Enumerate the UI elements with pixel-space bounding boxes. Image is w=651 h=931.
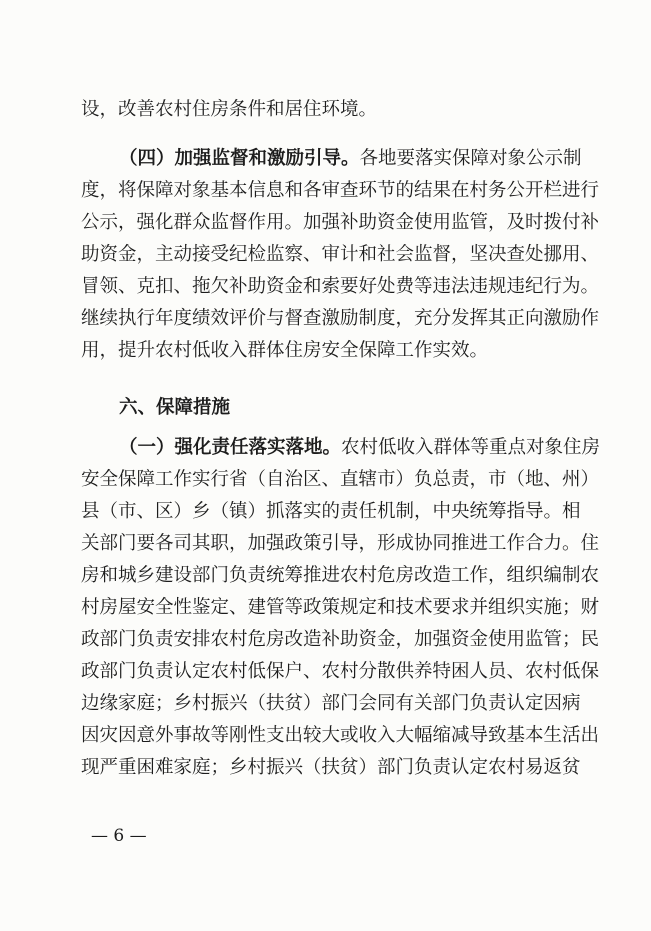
subsection-one-line: 现严重困难家庭；乡村振兴（扶贫）部门负责认定农村易返贫 [81, 757, 581, 778]
text-line: 设，改善农村住房条件和居住环境。 [81, 99, 378, 120]
section-six-heading: 六、保障措施 [119, 397, 231, 418]
subsection-one-line: 县（市、区）乡（镇）抓落实的责任机制，中央统筹指导。相 [81, 501, 581, 522]
section-four-line: 用，提升农村低收入群体住房安全保障工作实效。 [81, 340, 489, 361]
section-four-label: （四）加强监督和激励引导。 [119, 148, 360, 169]
paragraph-end-line [81, 95, 571, 125]
subsection-one-line: 边缘家庭；乡村振兴（扶贫）部门会同有关部门负责认定因病 [81, 693, 581, 714]
section-four-line: 公示，强化群众监督作用。加强补助资金使用监管，及时拨付补 [81, 212, 600, 233]
section-four-line: 继续执行年度绩效评价与督查激励制度，充分发挥其正向激励作 [81, 308, 600, 329]
subsection-one-line: 政部门负责认定农村低保户、农村分散供养特困人员、农村低保 [81, 661, 600, 682]
section-four-line: 冒领、克扣、拖欠补助资金和索要好处费等违法违规违纪行为。 [81, 276, 600, 297]
subsection-one-line: 关部门要各司其职，加强政策引导，形成协同推进工作合力。住 [81, 533, 600, 554]
subsection-one-line: 村房屋安全性鉴定、建管等政策规定和技术要求并组织实施；财 [81, 597, 600, 618]
subsection-one-line: 因灾因意外事故等刚性支出较大或收入大幅缩减导致基本生活出 [81, 725, 600, 746]
subsection-one-line: 安全保障工作实行省（自治区、直辖市）负总责，市（地、州） [81, 469, 600, 490]
subsection-one-line1-rest: 农村低收入群体等重点对象住房 [341, 437, 601, 458]
subsection-one-label: （一）强化责任落实落地。 [119, 437, 342, 458]
section-four-first-line [119, 144, 582, 174]
section-four-line: 助资金，主动接受纪检监察、审计和社会监督，坚决查处挪用、 [81, 244, 600, 265]
subsection-one-line: 政部门负责安排农村危房改造补助资金，加强资金使用监管；民 [81, 629, 600, 650]
section-four-line: 度，将保障对象基本信息和各审查环节的结果在村务公开栏进行 [81, 180, 600, 201]
subsection-one-line: 房和城乡建设部门负责统筹推进农村危房改造工作，组织编制农 [81, 565, 600, 586]
subsection-one-first-line [119, 433, 601, 463]
page-number: — 6 — [91, 826, 147, 846]
section-four-line1-rest: 各地要落实保障对象公示制 [359, 148, 582, 169]
